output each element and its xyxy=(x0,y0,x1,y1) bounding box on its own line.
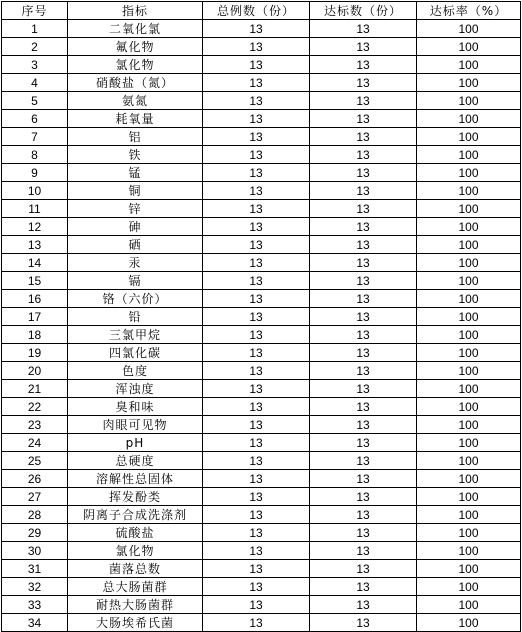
cell-total-samples: 13 xyxy=(203,362,310,380)
table-row xyxy=(2,308,521,326)
cell-passed-samples: 13 xyxy=(310,614,417,632)
cell-indicator: 砷 xyxy=(68,218,203,236)
cell-pass-rate: 100 xyxy=(417,74,521,92)
cell-total-samples: 13 xyxy=(203,524,310,542)
cell-total-samples: 13 xyxy=(203,38,310,56)
cell-serial: 19 xyxy=(2,344,68,362)
cell-passed-samples: 13 xyxy=(310,200,417,218)
cell-total-samples: 13 xyxy=(203,578,310,596)
table-row xyxy=(2,92,521,110)
cell-pass-rate: 100 xyxy=(417,596,521,614)
cell-passed-samples: 13 xyxy=(310,74,417,92)
table-row xyxy=(2,542,521,560)
cell-serial: 6 xyxy=(2,110,68,128)
cell-total-samples: 13 xyxy=(203,164,310,182)
cell-passed-samples: 13 xyxy=(310,182,417,200)
cell-passed-samples: 13 xyxy=(310,398,417,416)
cell-serial: 2 xyxy=(2,38,68,56)
cell-serial: 18 xyxy=(2,326,68,344)
cell-serial: 9 xyxy=(2,164,68,182)
table-row xyxy=(2,272,521,290)
cell-serial: 8 xyxy=(2,146,68,164)
cell-passed-samples: 13 xyxy=(310,470,417,488)
cell-serial: 7 xyxy=(2,128,68,146)
cell-serial: 13 xyxy=(2,236,68,254)
cell-total-samples: 13 xyxy=(203,56,310,74)
cell-total-samples: 13 xyxy=(203,344,310,362)
cell-pass-rate: 100 xyxy=(417,506,521,524)
cell-serial: 23 xyxy=(2,416,68,434)
table-row xyxy=(2,524,521,542)
cell-passed-samples: 13 xyxy=(310,488,417,506)
cell-pass-rate: 100 xyxy=(417,290,521,308)
cell-passed-samples: 13 xyxy=(310,596,417,614)
cell-serial: 34 xyxy=(2,614,68,632)
cell-total-samples: 13 xyxy=(203,398,310,416)
header-passed-samples: 达标数（份） xyxy=(310,2,417,20)
cell-indicator: 总硬度 xyxy=(68,452,203,470)
cell-indicator: 氨氮 xyxy=(68,92,203,110)
cell-serial: 22 xyxy=(2,398,68,416)
table-row xyxy=(2,290,521,308)
cell-passed-samples: 13 xyxy=(310,164,417,182)
cell-serial: 29 xyxy=(2,524,68,542)
cell-total-samples: 13 xyxy=(203,560,310,578)
cell-passed-samples: 13 xyxy=(310,434,417,452)
table-row xyxy=(2,452,521,470)
cell-serial: 10 xyxy=(2,182,68,200)
cell-serial: 5 xyxy=(2,92,68,110)
cell-indicator: 镉 xyxy=(68,272,203,290)
header-indicator: 指标 xyxy=(68,2,203,20)
cell-indicator: pH xyxy=(68,434,203,452)
cell-passed-samples: 13 xyxy=(310,416,417,434)
cell-passed-samples: 13 xyxy=(310,236,417,254)
cell-indicator: 大肠埃希氏菌 xyxy=(68,614,203,632)
cell-pass-rate: 100 xyxy=(417,488,521,506)
cell-indicator: 挥发酚类 xyxy=(68,488,203,506)
cell-passed-samples: 13 xyxy=(310,560,417,578)
cell-total-samples: 13 xyxy=(203,128,310,146)
cell-indicator: 硫酸盐 xyxy=(68,524,203,542)
table-row xyxy=(2,164,521,182)
cell-serial: 11 xyxy=(2,200,68,218)
cell-total-samples: 13 xyxy=(203,74,310,92)
table-row xyxy=(2,74,521,92)
cell-serial: 32 xyxy=(2,578,68,596)
cell-pass-rate: 100 xyxy=(417,236,521,254)
cell-serial: 28 xyxy=(2,506,68,524)
table-header-row xyxy=(2,2,521,20)
cell-indicator: 氯化物 xyxy=(68,542,203,560)
cell-pass-rate: 100 xyxy=(417,218,521,236)
cell-total-samples: 13 xyxy=(203,308,310,326)
table-row xyxy=(2,56,521,74)
cell-total-samples: 13 xyxy=(203,506,310,524)
cell-pass-rate: 100 xyxy=(417,146,521,164)
cell-indicator: 菌落总数 xyxy=(68,560,203,578)
table-row xyxy=(2,506,521,524)
table-row xyxy=(2,200,521,218)
cell-total-samples: 13 xyxy=(203,92,310,110)
cell-serial: 16 xyxy=(2,290,68,308)
table-row xyxy=(2,380,521,398)
cell-indicator: 三氯甲烷 xyxy=(68,326,203,344)
cell-indicator: 氯化物 xyxy=(68,56,203,74)
cell-total-samples: 13 xyxy=(203,200,310,218)
table-row xyxy=(2,362,521,380)
cell-pass-rate: 100 xyxy=(417,416,521,434)
cell-indicator: 硝酸盐（氮） xyxy=(68,74,203,92)
cell-indicator: 锌 xyxy=(68,200,203,218)
cell-serial: 4 xyxy=(2,74,68,92)
cell-indicator: 肉眼可见物 xyxy=(68,416,203,434)
cell-passed-samples: 13 xyxy=(310,128,417,146)
cell-pass-rate: 100 xyxy=(417,128,521,146)
cell-serial: 31 xyxy=(2,560,68,578)
table-row xyxy=(2,488,521,506)
cell-serial: 27 xyxy=(2,488,68,506)
cell-indicator: 铁 xyxy=(68,146,203,164)
cell-pass-rate: 100 xyxy=(417,398,521,416)
cell-indicator: 总大肠菌群 xyxy=(68,578,203,596)
cell-serial: 26 xyxy=(2,470,68,488)
cell-serial: 3 xyxy=(2,56,68,74)
cell-total-samples: 13 xyxy=(203,488,310,506)
table-row xyxy=(2,254,521,272)
cell-total-samples: 13 xyxy=(203,452,310,470)
table-row xyxy=(2,434,521,452)
cell-pass-rate: 100 xyxy=(417,542,521,560)
cell-pass-rate: 100 xyxy=(417,182,521,200)
cell-indicator: 臭和味 xyxy=(68,398,203,416)
cell-pass-rate: 100 xyxy=(417,560,521,578)
cell-pass-rate: 100 xyxy=(417,56,521,74)
table-row xyxy=(2,20,521,38)
cell-passed-samples: 13 xyxy=(310,146,417,164)
cell-serial: 17 xyxy=(2,308,68,326)
cell-pass-rate: 100 xyxy=(417,254,521,272)
cell-total-samples: 13 xyxy=(203,542,310,560)
cell-passed-samples: 13 xyxy=(310,380,417,398)
cell-serial: 12 xyxy=(2,218,68,236)
cell-passed-samples: 13 xyxy=(310,308,417,326)
cell-indicator: 铬（六价） xyxy=(68,290,203,308)
cell-pass-rate: 100 xyxy=(417,110,521,128)
cell-total-samples: 13 xyxy=(203,434,310,452)
cell-indicator: 硒 xyxy=(68,236,203,254)
cell-passed-samples: 13 xyxy=(310,254,417,272)
cell-indicator: 色度 xyxy=(68,362,203,380)
cell-passed-samples: 13 xyxy=(310,290,417,308)
cell-indicator: 锰 xyxy=(68,164,203,182)
cell-pass-rate: 100 xyxy=(417,38,521,56)
cell-pass-rate: 100 xyxy=(417,326,521,344)
cell-pass-rate: 100 xyxy=(417,20,521,38)
cell-pass-rate: 100 xyxy=(417,380,521,398)
cell-passed-samples: 13 xyxy=(310,218,417,236)
cell-total-samples: 13 xyxy=(203,272,310,290)
cell-pass-rate: 100 xyxy=(417,470,521,488)
cell-serial: 20 xyxy=(2,362,68,380)
cell-total-samples: 13 xyxy=(203,326,310,344)
table-body xyxy=(2,20,521,632)
cell-indicator: 铝 xyxy=(68,128,203,146)
cell-pass-rate: 100 xyxy=(417,92,521,110)
table-row xyxy=(2,578,521,596)
cell-pass-rate: 100 xyxy=(417,362,521,380)
cell-passed-samples: 13 xyxy=(310,362,417,380)
cell-serial: 33 xyxy=(2,596,68,614)
cell-total-samples: 13 xyxy=(203,182,310,200)
cell-indicator: 耐热大肠菌群 xyxy=(68,596,203,614)
cell-indicator: 氟化物 xyxy=(68,38,203,56)
cell-pass-rate: 100 xyxy=(417,578,521,596)
table-row xyxy=(2,110,521,128)
cell-indicator: 铅 xyxy=(68,308,203,326)
table-row xyxy=(2,614,521,632)
cell-passed-samples: 13 xyxy=(310,326,417,344)
cell-passed-samples: 13 xyxy=(310,542,417,560)
cell-serial: 24 xyxy=(2,434,68,452)
table-row xyxy=(2,182,521,200)
cell-indicator: 浑浊度 xyxy=(68,380,203,398)
table-row xyxy=(2,236,521,254)
header-serial: 序号 xyxy=(2,2,68,20)
water-quality-table xyxy=(1,1,521,632)
cell-total-samples: 13 xyxy=(203,254,310,272)
table-row xyxy=(2,218,521,236)
cell-passed-samples: 13 xyxy=(310,20,417,38)
cell-total-samples: 13 xyxy=(203,470,310,488)
table-row xyxy=(2,38,521,56)
cell-pass-rate: 100 xyxy=(417,434,521,452)
cell-total-samples: 13 xyxy=(203,614,310,632)
cell-passed-samples: 13 xyxy=(310,506,417,524)
table-row xyxy=(2,470,521,488)
table-row xyxy=(2,128,521,146)
cell-serial: 21 xyxy=(2,380,68,398)
cell-total-samples: 13 xyxy=(203,218,310,236)
cell-serial: 30 xyxy=(2,542,68,560)
cell-indicator: 阴离子合成洗涤剂 xyxy=(68,506,203,524)
cell-pass-rate: 100 xyxy=(417,344,521,362)
cell-pass-rate: 100 xyxy=(417,308,521,326)
cell-total-samples: 13 xyxy=(203,110,310,128)
cell-passed-samples: 13 xyxy=(310,452,417,470)
table-row xyxy=(2,596,521,614)
table-row xyxy=(2,326,521,344)
cell-indicator: 四氯化碳 xyxy=(68,344,203,362)
cell-pass-rate: 100 xyxy=(417,452,521,470)
table-row xyxy=(2,560,521,578)
cell-total-samples: 13 xyxy=(203,416,310,434)
cell-total-samples: 13 xyxy=(203,236,310,254)
table-row xyxy=(2,344,521,362)
cell-indicator: 铜 xyxy=(68,182,203,200)
cell-total-samples: 13 xyxy=(203,146,310,164)
cell-serial: 25 xyxy=(2,452,68,470)
cell-pass-rate: 100 xyxy=(417,164,521,182)
table-row xyxy=(2,398,521,416)
cell-pass-rate: 100 xyxy=(417,524,521,542)
cell-total-samples: 13 xyxy=(203,290,310,308)
cell-total-samples: 13 xyxy=(203,380,310,398)
cell-total-samples: 13 xyxy=(203,20,310,38)
cell-serial: 15 xyxy=(2,272,68,290)
cell-serial: 1 xyxy=(2,20,68,38)
cell-passed-samples: 13 xyxy=(310,578,417,596)
cell-passed-samples: 13 xyxy=(310,272,417,290)
cell-passed-samples: 13 xyxy=(310,344,417,362)
table-row xyxy=(2,416,521,434)
cell-indicator: 耗氧量 xyxy=(68,110,203,128)
cell-passed-samples: 13 xyxy=(310,56,417,74)
cell-pass-rate: 100 xyxy=(417,272,521,290)
cell-total-samples: 13 xyxy=(203,596,310,614)
table-row xyxy=(2,146,521,164)
cell-indicator: 汞 xyxy=(68,254,203,272)
cell-passed-samples: 13 xyxy=(310,92,417,110)
cell-pass-rate: 100 xyxy=(417,614,521,632)
cell-passed-samples: 13 xyxy=(310,524,417,542)
cell-indicator: 溶解性总固体 xyxy=(68,470,203,488)
cell-indicator: 二氧化氯 xyxy=(68,20,203,38)
cell-passed-samples: 13 xyxy=(310,110,417,128)
header-pass-rate: 达标率（%） xyxy=(417,2,521,20)
cell-passed-samples: 13 xyxy=(310,38,417,56)
cell-pass-rate: 100 xyxy=(417,200,521,218)
header-total-samples: 总例数（份） xyxy=(203,2,310,20)
cell-serial: 14 xyxy=(2,254,68,272)
